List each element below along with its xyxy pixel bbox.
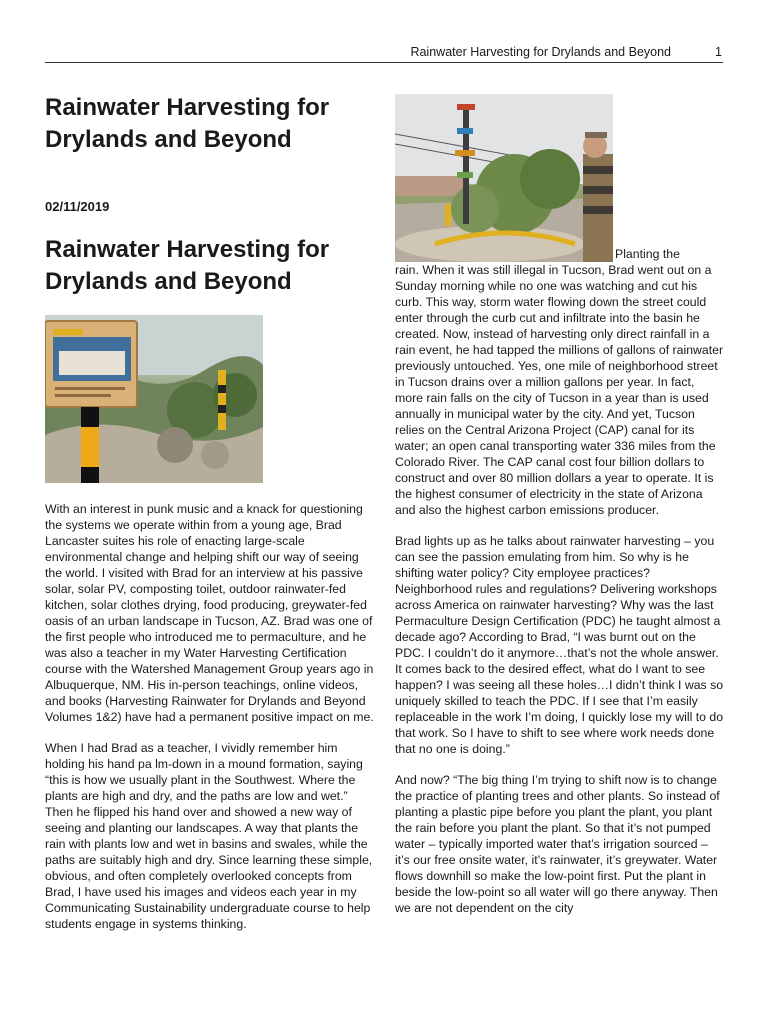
right-paragraph-1: rain. When it was still illegal in Tucson, Brad went out on a Sunday morning while no one was watching and cut his curb. This way, storm water flowing down the street could enter through the curb cut and infiltrate into the basin he created. Now, instead of harvesting only direct rainfall in a rain event, he had tapped the millions of gallons of rainwater previously untouched. Yes, one mile of neighborhood street in Tucson drains over a million gallons per year. In fact, more rain falls on the city of Tucson in a year than is used annually in municipal water by the city. And yet, Tucson relies on the Central Arizona Project (CAP) canal for its water; an open canal transporting water 336 miles from the Colorado River. The CAP canal cost four billion dollars to construct and over 80 million dollars a year to operate. It is the highest consumer of electricity in the state of Arizona and also the highest carbon emissions producer. <box>395 263 724 517</box>
photo-caption-start: Planting the <box>615 247 680 261</box>
left-column <box>45 92 375 932</box>
article-subtitle: Rainwater Harvesting for Drylands and Beyond <box>45 236 330 295</box>
right-paragraph-2: Brad lights up as he talks about rainwater harvesting – you can see the passion emulating from him. So why is he shifting water policy? City employee practices? Neighborhood rules and regulations? Delivering workshops across America on rainwater harvesting? Why was the last Permaculture Design Certification (PDC) he taught almost a decade ago? According to Brad, “I was burnt out on the PDC. I couldn’t do it anymore…that’s not the whole answer. It comes back to the desired effect, what do I want to see happen? I was seeing all these holes…I didn’t think I was so uniquely skilled to teach the PDC. If I see that I’m easily replaceable in the work I’m doing, I quickly lose my will to do that work. So I have to shift to see where work needs done that no one is doing.” <box>395 534 724 756</box>
right-paragraph-3: And now? “The big thing I’m trying to shift now is to change the practice of planting trees and other plants. So instead of planting a plastic pipe before you plant the plant, you plant the rain before you plant the plant. So that it’s not pumped water – typically imported water that’s irrigation sourced – it’s our free onsite water, it’s rainwater, it’s greywater. Water flows downhill so make the low-point first. Put the plant in beside the low-point so all water will go there anyway. Then we are not dependent on the city <box>395 773 720 915</box>
article-title: Rainwater Harvesting for Drylands and Beyond <box>45 94 330 153</box>
page-number: 1 <box>715 45 722 59</box>
garden-sign-photo <box>45 315 263 483</box>
page-header <box>45 44 723 63</box>
left-paragraph-1: With an interest in punk music and a knack for questioning the systems we operate within from a young age, Brad Lancaster suites his role of enacting large-scale environmental change and helping shift our way of seeing the world. I visited with Brad for an interview at his passive solar, solar PV, composting toilet, outdoor rainwater-fed kitchen, solar clothes drying, food producing, greywater-fed oasis of an urban landscape in Tucson, AZ. Brad was one of the first people who introduced me to permaculture, and he was also a teacher in my Water Harvesting Certification course with the Watershed Management Group years ago in Albuquerque, NM. His in-person teachings, online videos, and books (Harvesting Rainwater for Drylands and Beyond Volumes 1&2) have had a permanent positive impact on me. <box>45 502 374 724</box>
left-paragraph-2: When I had Brad as a teacher, I vividly remember him holding his hand pa lm-down in a mound formation, saying “this is how we usually plant in the Southwest. Where the plants are high and dry, and the paths are low and wet.” Then he flipped his hand over and showed a new way of seeing and planting our landscapes. A way that plants the rain with plants low and wet in basins and swales, while the paths are suitably high and dry. Since learning these simple, obvious, and often completely overlooked concepts from Brad, I have used his images and videos each year in my Communicating Sustainability undergraduate course to help students engage in systems thinking. <box>45 741 373 931</box>
right-column <box>395 94 725 916</box>
article-date: 02/11/2019 <box>45 199 110 214</box>
header-title: Rainwater Harvesting for Drylands and Beyond <box>410 45 671 59</box>
curb-cut-garden-photo <box>395 94 613 262</box>
